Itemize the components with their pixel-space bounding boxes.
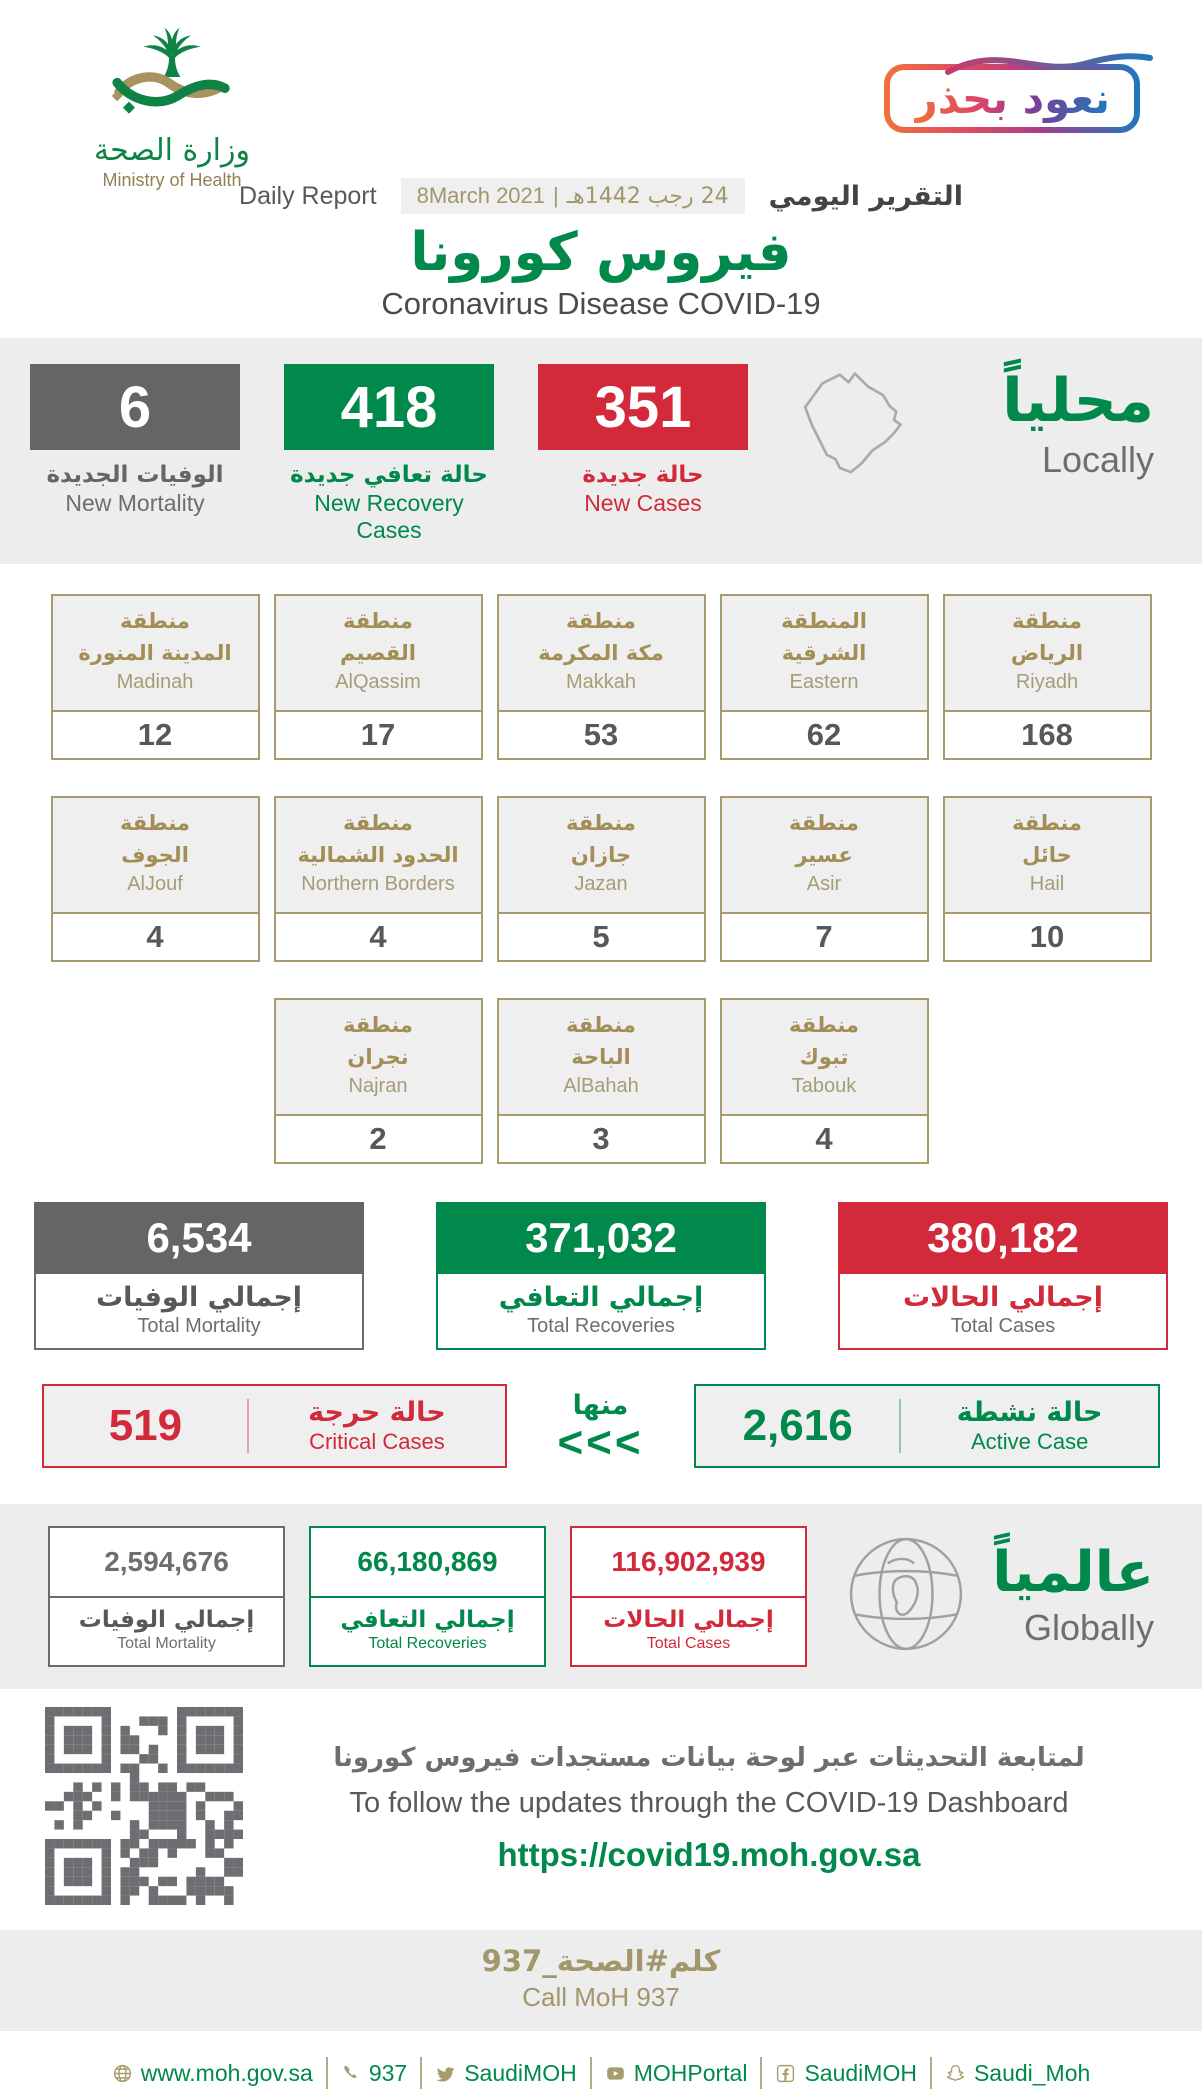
region-name-arabic (726, 606, 923, 669)
footer-separator (590, 2057, 592, 2089)
new-mortality-value: 6 (30, 364, 240, 450)
total-mortality-value: 6,534 (34, 1202, 364, 1274)
footer-link-label: SaudiMOH (804, 2059, 917, 2086)
total-cases-value: 380,182 (838, 1202, 1168, 1274)
new-mortality-stat (30, 364, 240, 517)
region-case-count: 5 (592, 919, 610, 955)
total-recoveries-card (436, 1202, 766, 1350)
region-card-tabouk (720, 998, 929, 1164)
region-card-riyadh (943, 594, 1152, 760)
critical-cases-value: 519 (108, 1401, 183, 1451)
total-mortality-labels (34, 1274, 364, 1350)
new-recovery-label-ar: حالة تعافي جديدة (290, 462, 488, 489)
return-with-caution-badge (884, 64, 1140, 133)
region-card-header (722, 596, 927, 712)
region-card-header (276, 798, 481, 914)
global-cases-value: 116,902,939 (572, 1528, 805, 1598)
region-case-count: 4 (369, 919, 387, 955)
region-name-line2: الرياض (1010, 640, 1084, 665)
global-mortality-label-ar: إجمالي الوفيات (78, 1607, 255, 1634)
total-recoveries-value: 371,032 (436, 1202, 766, 1274)
globe-icon (845, 1533, 967, 1660)
global-cases-labels (572, 1598, 805, 1665)
new-cases-label-ar: حالة جديدة (582, 462, 704, 489)
footer-link-label: Saudi_Moh (973, 2059, 1091, 2086)
region-card-eastern (720, 594, 929, 760)
region-card-header (53, 798, 258, 914)
region-card-alqassim (274, 594, 483, 760)
date-separator: | (553, 183, 559, 208)
region-name-english: Madinah (116, 671, 194, 694)
header (0, 0, 1202, 190)
footer-link-label: www.moh.gov.sa (140, 2059, 313, 2086)
global-recoveries-label-en: Total Recoveries (368, 1635, 487, 1653)
critical-cases-label-ar: حالة حرجة (308, 1397, 446, 1429)
region-card-header (53, 596, 258, 712)
footer-link-label: 937 (368, 2059, 408, 2086)
region-name-english: Jazan (574, 873, 628, 896)
footer-facebook-link[interactable] (775, 2060, 916, 2087)
region-card-asir (720, 796, 929, 962)
ministry-name-arabic: وزارة الصحة (94, 133, 250, 168)
vertical-divider (899, 1399, 901, 1453)
region-name-line1: منطقة (120, 811, 190, 836)
dashboard-text-ar: لمتابعة التحديثات عبر لوحة بيانات مستجدات فيروس كورونا (333, 1743, 1085, 1774)
region-card-hail (943, 796, 1152, 962)
global-mortality-label-en: Total Mortality (117, 1635, 216, 1653)
region-card-header (276, 596, 481, 712)
footer-link-label: MOHPortal (633, 2059, 748, 2086)
region-card-header (945, 798, 1150, 914)
total-recoveries-label-ar: إجمالي التعافي (498, 1282, 704, 1314)
region-name-english: Eastern (789, 671, 859, 694)
vertical-divider (247, 1399, 249, 1453)
ministry-name-english: Ministry of Health (102, 170, 242, 190)
report-date-hijri: 24 رجب 1442هـ (566, 183, 729, 209)
locally-label-ar: محلياً (1002, 366, 1154, 437)
footer-phone-link[interactable] (341, 2060, 407, 2087)
global-cases-label-ar: إجمالي الحالات (603, 1607, 774, 1634)
globally-label-ar: عالمياً (992, 1540, 1154, 1606)
page-title-arabic: فيروس كورونا (410, 222, 792, 283)
globe-icon (112, 2063, 133, 2084)
call-moh-section (0, 1930, 1202, 2031)
left-chevrons-icon: <<< (557, 1418, 644, 1467)
total-cases-card (838, 1202, 1168, 1350)
new-recovery-stat (284, 364, 494, 544)
call-moh-ar: كلم#الصحة_937 (481, 1944, 721, 1979)
global-mortality-value: 2,594,676 (50, 1528, 283, 1598)
facebook-icon (775, 2063, 796, 2084)
region-card-madinah (51, 594, 260, 760)
locally-label-en: Locally (1041, 439, 1154, 481)
moh-palm-logo-icon (103, 24, 241, 128)
region-card-northern-borders (274, 796, 483, 962)
region-name-line2: الباحة (571, 1044, 631, 1069)
region-name-line2: الشرقية (781, 640, 867, 665)
of-which-label: منها (572, 1390, 629, 1421)
region-name-arabic (280, 808, 477, 871)
region-name-english: Northern Borders (301, 873, 455, 896)
region-card-makkah (497, 594, 706, 760)
qr-code (45, 1707, 243, 1910)
region-case-count: 7 (815, 919, 833, 955)
region-name-line2: مكة المكرمة (538, 640, 664, 665)
dashboard-section (0, 1689, 1202, 1910)
global-recoveries-card (309, 1526, 546, 1667)
globally-section (0, 1504, 1202, 1689)
critical-cases-label-en: Critical Cases (309, 1429, 445, 1455)
region-name-english: Najran (348, 1075, 408, 1098)
region-name-english: AlBahah (563, 1075, 639, 1098)
footer-separator (420, 2057, 422, 2089)
region-name-line2: الحدود الشمالية (297, 842, 459, 867)
region-name-arabic (57, 808, 254, 871)
active-critical-row (0, 1384, 1202, 1468)
critical-cases-labels (249, 1397, 505, 1455)
region-name-line2: الجوف (121, 842, 189, 867)
page-title-english: Coronavirus Disease COVID-19 (381, 286, 821, 322)
total-mortality-label-ar: إجمالي الوفيات (95, 1282, 303, 1314)
region-card-header (499, 798, 704, 914)
call-moh-en: Call MoH 937 (522, 1982, 680, 2013)
region-case-count: 53 (583, 717, 619, 753)
region-card-header (499, 596, 704, 712)
region-name-english: AlJouf (127, 873, 183, 896)
new-recovery-label-en: New Recovery Cases (314, 490, 464, 544)
region-name-arabic (503, 1010, 700, 1073)
region-card-albahah (497, 998, 706, 1164)
region-name-arabic (949, 808, 1146, 871)
global-recoveries-labels (311, 1598, 544, 1665)
region-card-header (499, 1000, 704, 1116)
region-name-english: AlQassim (335, 671, 421, 694)
region-name-arabic (949, 606, 1146, 669)
total-recoveries-labels (436, 1274, 766, 1350)
total-cases-label-en: Total Cases (950, 1315, 1056, 1338)
totals-row (0, 1202, 1202, 1350)
region-card-header (945, 596, 1150, 712)
active-cases-labels (901, 1397, 1158, 1455)
region-case-count: 2 (369, 1121, 387, 1157)
total-mortality-card (34, 1202, 364, 1350)
report-date-gregorian: 8March 2021 (416, 183, 546, 208)
footer-website-link[interactable] (112, 2060, 313, 2087)
region-name-line1: منطقة (1012, 609, 1082, 634)
footer-twitter-link[interactable] (435, 2060, 576, 2087)
daily-report-label-ar: التقرير اليومي (768, 180, 963, 212)
moh-logo (52, 24, 292, 191)
region-card-header (722, 1000, 927, 1116)
total-cases-label-ar: إجمالي الحالات (902, 1282, 1104, 1314)
active-cases-label-en: Active Case (970, 1429, 1089, 1455)
global-recoveries-label-ar: إجمالي التعافي (340, 1607, 515, 1634)
global-recoveries-value: 66,180,869 (311, 1528, 544, 1598)
region-name-line1: منطقة (343, 811, 413, 836)
dashboard-text-en: To follow the updates through the COVID-19 Dashboard (349, 1787, 1069, 1820)
global-cases-card (570, 1526, 807, 1667)
of-which-indicator (557, 1390, 644, 1467)
saudi-map-icon (792, 366, 944, 501)
region-case-count: 12 (137, 717, 173, 753)
globally-label (992, 1540, 1154, 1649)
region-name-english: Makkah (565, 671, 637, 694)
region-name-arabic (57, 606, 254, 669)
new-mortality-label-en: New Mortality (65, 490, 205, 517)
region-name-arabic (280, 606, 477, 669)
region-name-line1: منطقة (120, 609, 190, 634)
locally-label (1002, 364, 1154, 481)
new-recovery-value: 418 (284, 364, 494, 450)
region-card-header (276, 1000, 481, 1116)
region-name-arabic (503, 606, 700, 669)
region-card-najran (274, 998, 483, 1164)
region-name-arabic (280, 1010, 477, 1073)
phone-icon (341, 2063, 361, 2083)
region-name-english: Hail (1029, 873, 1065, 896)
region-name-line2: جازان (570, 842, 632, 867)
region-name-line2: حائل (1022, 842, 1072, 867)
region-case-count: 3 (592, 1121, 610, 1157)
critical-cases-box (42, 1384, 507, 1468)
active-cases-value: 2,616 (742, 1401, 853, 1451)
globally-label-en: Globally (1023, 1607, 1154, 1649)
active-cases-box (694, 1384, 1160, 1468)
region-name-line1: منطقة (1012, 811, 1082, 836)
region-name-line1: منطقة (343, 609, 413, 634)
region-case-count: 168 (1021, 717, 1073, 753)
snapchat-icon (945, 2063, 966, 2084)
locally-section (0, 338, 1202, 564)
daily-report-label-en: Daily Report (239, 181, 377, 210)
region-case-count: 4 (815, 1121, 833, 1157)
region-case-count: 62 (806, 717, 842, 753)
region-name-line2: القصيم (340, 640, 416, 665)
regions-grid (0, 594, 1202, 1164)
badge-label: نعود بحذر (913, 74, 1110, 123)
region-name-line2: عسير (795, 842, 853, 867)
footer-youtube-link[interactable] (605, 2060, 748, 2087)
region-name-arabic (726, 1010, 923, 1073)
region-card-jazan (497, 796, 706, 962)
footer-separator (930, 2057, 932, 2089)
youtube-icon (605, 2063, 626, 2084)
new-cases-value: 351 (538, 364, 748, 450)
global-mortality-card (48, 1526, 285, 1667)
total-recoveries-label-en: Total Recoveries (527, 1315, 675, 1338)
region-name-line1: المنطقة (780, 609, 868, 634)
region-name-line1: منطقة (566, 609, 636, 634)
new-cases-stat (538, 364, 748, 517)
active-cases-label-ar: حالة نشطة (956, 1397, 1103, 1429)
report-date (401, 178, 745, 214)
footer-snapchat-link[interactable] (945, 2060, 1090, 2087)
region-name-line1: منطقة (566, 811, 636, 836)
region-name-line1: منطقة (343, 1013, 413, 1038)
region-name-line2: المدينة المنورة (78, 640, 232, 665)
region-row-2 (0, 796, 1202, 962)
region-name-line1: منطقة (566, 1013, 636, 1038)
region-case-count: 10 (1029, 919, 1065, 955)
footer-link-label: SaudiMOH (464, 2059, 577, 2086)
twitter-icon (435, 2063, 456, 2084)
swoosh-icon (944, 40, 1154, 82)
region-name-line1: منطقة (789, 1013, 859, 1038)
region-name-english: Riyadh (1015, 671, 1079, 694)
region-name-line2: تبوك (799, 1044, 849, 1069)
footer-separator (760, 2057, 762, 2089)
region-card-header (722, 798, 927, 914)
global-mortality-labels (50, 1598, 283, 1665)
new-mortality-label-ar: الوفيات الجديدة (46, 462, 224, 489)
footer-social-bar (0, 2057, 1202, 2089)
region-name-arabic (726, 808, 923, 871)
total-mortality-label-en: Total Mortality (137, 1315, 261, 1338)
total-cases-labels (838, 1274, 1168, 1350)
region-name-arabic (503, 808, 700, 871)
global-cases-label-en: Total Cases (646, 1635, 731, 1653)
region-name-english: Tabouk (791, 1075, 857, 1098)
region-row-3 (0, 998, 1202, 1164)
region-row-1 (0, 594, 1202, 760)
region-case-count: 4 (146, 919, 164, 955)
dashboard-url-link[interactable]: https://covid19.moh.gov.sa (497, 1836, 921, 1874)
footer-separator (326, 2057, 328, 2089)
region-name-line2: نجران (347, 1044, 409, 1069)
region-name-line1: منطقة (789, 811, 859, 836)
region-name-english: Asir (806, 873, 842, 896)
dashboard-text (261, 1743, 1157, 1874)
region-card-aljouf (51, 796, 260, 962)
new-cases-label-en: New Cases (584, 490, 702, 517)
region-case-count: 17 (360, 717, 396, 753)
